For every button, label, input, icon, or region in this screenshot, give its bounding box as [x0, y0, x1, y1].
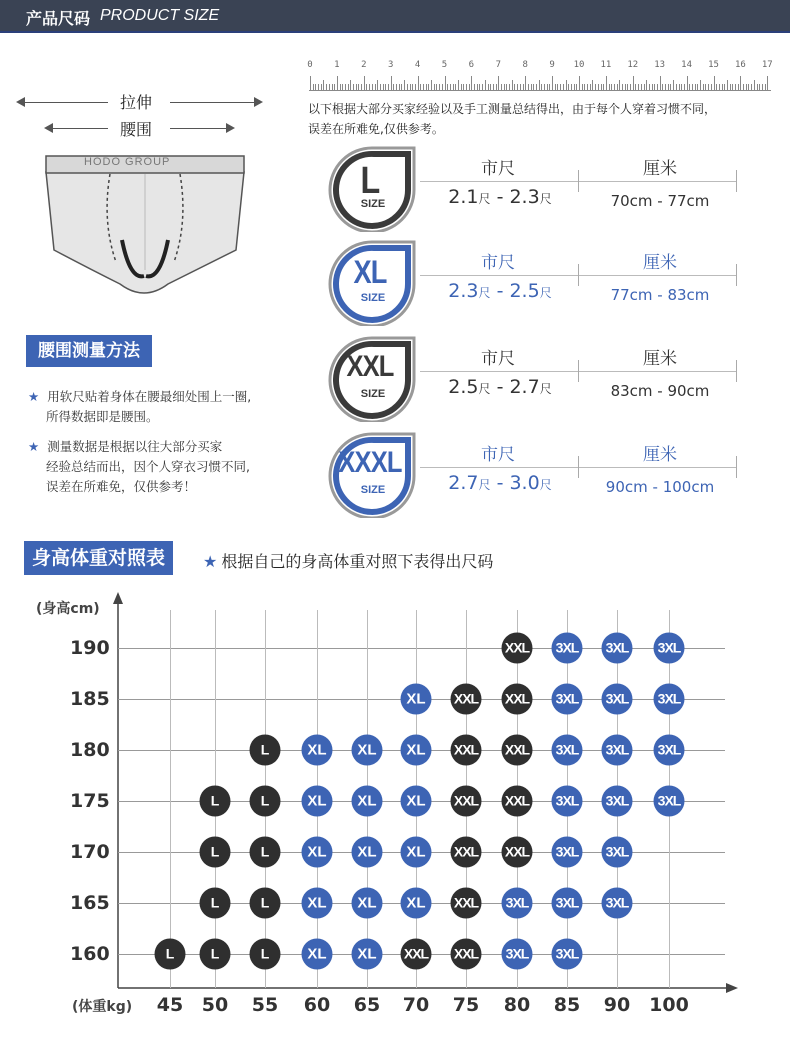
- range-unit: 尺: [478, 192, 491, 206]
- column-title-shichi: 市尺: [481, 349, 515, 369]
- range-unit: 尺: [539, 478, 552, 492]
- size-dot-xxl: XXL: [502, 837, 533, 868]
- size-dot-3xl: 3XL: [552, 939, 583, 970]
- waist-note-1-line1: 用软尺贴着身体在腰最细处围上一圈,: [47, 389, 252, 404]
- size-badge-letter: XXXL: [338, 446, 402, 479]
- x-tick-label: 80: [503, 994, 531, 1016]
- size-badge-letter: XL: [353, 254, 387, 290]
- column-title-cm: 厘米: [643, 349, 677, 369]
- size-dot-xxl: XXL: [401, 939, 432, 970]
- size-dot-3xl: 3XL: [502, 939, 533, 970]
- size-dot-3xl: 3XL: [552, 786, 583, 817]
- star-icon: ★: [203, 552, 218, 571]
- size-range-cm: 70cm - 77cm: [610, 192, 710, 210]
- y-tick-label: 170: [70, 841, 110, 863]
- range-from: 2.3: [448, 280, 479, 302]
- ruler-number: 16: [734, 60, 746, 70]
- column-title-shichi: 市尺: [481, 445, 515, 465]
- size-range-cm: 83cm - 90cm: [610, 382, 710, 400]
- waist-label: 腰围: [120, 120, 153, 139]
- size-dot-l: L: [250, 786, 281, 817]
- size-dot-xl: XL: [352, 786, 383, 817]
- size-badge-word: SIZE: [360, 198, 386, 210]
- ruler-number: 13: [654, 60, 666, 70]
- size-dot-3xl: 3XL: [602, 633, 633, 664]
- range-unit: 尺: [539, 192, 552, 206]
- size-dot-xxl: XXL: [451, 735, 482, 766]
- size-dot-3xl: 3XL: [602, 888, 633, 919]
- ruler-number: 4: [414, 60, 421, 70]
- size-dot-3xl: 3XL: [654, 735, 685, 766]
- size-dot-l: L: [250, 939, 281, 970]
- range-to: 2.5: [509, 280, 540, 302]
- size-dot-l: L: [250, 837, 281, 868]
- size-dot-3xl: 3XL: [654, 633, 685, 664]
- waist-note-2-line1: 测量数据是根据以往大部分买家: [47, 439, 223, 454]
- size-badge-word: SIZE: [360, 292, 386, 304]
- x-tick-label: 55: [251, 994, 279, 1016]
- range-unit: 尺: [478, 382, 491, 396]
- column-title-shichi: 市尺: [481, 159, 515, 179]
- star-icon: ★: [28, 389, 40, 404]
- size-dot-l: L: [250, 735, 281, 766]
- size-badge-word: SIZE: [360, 388, 386, 400]
- size-dot-l: L: [155, 939, 186, 970]
- x-tick-label: 50: [201, 994, 229, 1016]
- size-dot-l: L: [200, 786, 231, 817]
- ruler-number: 11: [600, 60, 612, 70]
- size-dot-3xl: 3XL: [552, 633, 583, 664]
- size-dot-l: L: [200, 939, 231, 970]
- ruler-number: 10: [573, 60, 585, 70]
- x-tick-label: 90: [603, 994, 631, 1016]
- range-unit: 尺: [539, 382, 552, 396]
- grid-line-v: [170, 610, 171, 988]
- size-dot-l: L: [200, 837, 231, 868]
- x-tick-label: 70: [402, 994, 430, 1016]
- size-badge-letter: L: [360, 160, 380, 202]
- size-dot-l: L: [250, 888, 281, 919]
- range-unit: 尺: [478, 286, 491, 300]
- size-dot-xl: XL: [401, 837, 432, 868]
- x-tick-label: 45: [156, 994, 184, 1016]
- waist-note-2-line2: 经验总结而出，因个人穿衣习惯不同,: [46, 459, 250, 474]
- ruler-note-line1: 以下根据大部分买家经验以及手工测量总结得出，由于每个人穿着习惯不同，: [308, 102, 717, 116]
- chart-section-title: 身高体重对照表: [24, 541, 173, 575]
- ruler-number: 3: [387, 60, 394, 70]
- size-dot-xxl: XXL: [502, 684, 533, 715]
- size-dot-3xl: 3XL: [502, 888, 533, 919]
- x-tick-label: 75: [452, 994, 480, 1016]
- column-title-cm: 厘米: [643, 445, 677, 465]
- chart-subtitle-text: 根据自己的身高体重对照下表得出尺码: [221, 552, 494, 571]
- x-axis-label: (体重kg): [72, 999, 133, 1015]
- size-dot-xl: XL: [401, 888, 432, 919]
- waist-method-title: 腰围测量方法: [26, 335, 152, 367]
- column-title-shichi: 市尺: [481, 253, 515, 273]
- x-tick-label: 100: [649, 994, 689, 1016]
- ruler-number: 12: [627, 60, 639, 70]
- size-dot-xl: XL: [302, 735, 333, 766]
- size-dot-xl: XL: [302, 837, 333, 868]
- x-tick-label: 65: [353, 994, 381, 1016]
- ruler-number: 14: [681, 60, 693, 70]
- ruler-number: 0: [307, 60, 313, 70]
- range-to: 3.0: [509, 472, 540, 494]
- waist-note-1-line2: 所得数据即是腰围。: [46, 409, 159, 424]
- ruler-number: 9: [549, 60, 555, 70]
- size-dot-xl: XL: [352, 888, 383, 919]
- size-dot-3xl: 3XL: [552, 735, 583, 766]
- size-range-cm: 90cm - 100cm: [605, 478, 715, 496]
- range-dash: -: [490, 186, 510, 208]
- grid-line-h: [118, 648, 725, 649]
- column-title-cm: 厘米: [643, 159, 677, 179]
- range-dash: -: [490, 472, 510, 494]
- ruler-number: 15: [708, 60, 719, 70]
- y-tick-label: 180: [70, 739, 110, 761]
- y-tick-label: 165: [70, 892, 110, 914]
- size-dot-xxl: XXL: [502, 633, 533, 664]
- ruler-number: 2: [361, 60, 367, 70]
- size-dot-xxl: XXL: [451, 939, 482, 970]
- size-dot-xxl: XXL: [451, 684, 482, 715]
- size-dot-xxl: XXL: [451, 837, 482, 868]
- ruler-number: 8: [522, 60, 528, 70]
- ruler-number: 6: [468, 60, 475, 70]
- waist-note-2-line3: 误差在所难免，仅供参考！: [46, 479, 197, 494]
- size-dot-xxl: XXL: [502, 786, 533, 817]
- size-range-cm: 77cm - 83cm: [610, 286, 710, 304]
- size-dot-xxl: XXL: [451, 786, 482, 817]
- size-dot-xl: XL: [352, 735, 383, 766]
- size-dot-xl: XL: [302, 939, 333, 970]
- size-dot-l: L: [200, 888, 231, 919]
- ruler-number: 17: [761, 60, 773, 70]
- size-dot-3xl: 3XL: [602, 786, 633, 817]
- brand-text: HODO GROUP: [84, 156, 171, 168]
- size-badge-word: SIZE: [360, 484, 386, 496]
- range-to: 2.7: [509, 376, 540, 398]
- size-dot-3xl: 3XL: [602, 837, 633, 868]
- size-dot-xl: XL: [352, 939, 383, 970]
- range-from: 2.7: [448, 472, 479, 494]
- y-tick-label: 175: [70, 790, 110, 812]
- range-to: 2.3: [509, 186, 540, 208]
- size-dot-xl: XL: [302, 888, 333, 919]
- x-tick-label: 60: [303, 994, 331, 1016]
- y-tick-label: 160: [70, 943, 110, 965]
- size-dot-xl: XL: [401, 786, 432, 817]
- range-dash: -: [490, 376, 510, 398]
- header-title-cn: 产品尺码: [26, 9, 91, 28]
- y-tick-label: 185: [70, 688, 110, 710]
- ruler-number: 7: [495, 60, 502, 70]
- size-dot-3xl: 3XL: [552, 684, 583, 715]
- star-icon: ★: [28, 439, 40, 454]
- range-from: 2.5: [448, 376, 479, 398]
- range-from: 2.1: [448, 186, 479, 208]
- size-dot-3xl: 3XL: [602, 735, 633, 766]
- size-dot-3xl: 3XL: [654, 786, 685, 817]
- x-tick-label: 85: [553, 994, 581, 1016]
- size-badge-letter: XXL: [346, 350, 394, 383]
- size-dot-xl: XL: [352, 837, 383, 868]
- ruler-number: 5: [441, 60, 448, 70]
- y-tick-label: 190: [70, 637, 110, 659]
- column-title-cm: 厘米: [643, 253, 677, 273]
- header-title-en: PRODUCT SIZE: [100, 7, 220, 24]
- size-dot-xl: XL: [401, 684, 432, 715]
- size-dot-3xl: 3XL: [552, 888, 583, 919]
- size-dot-xxl: XXL: [502, 735, 533, 766]
- size-dot-xxl: XXL: [451, 888, 482, 919]
- size-dot-3xl: 3XL: [602, 684, 633, 715]
- ruler-note-line2: 误差在所难免,仅供参考。: [308, 122, 444, 136]
- size-dot-3xl: 3XL: [552, 837, 583, 868]
- ruler-number: 1: [334, 60, 340, 70]
- range-unit: 尺: [478, 478, 491, 492]
- range-unit: 尺: [539, 286, 552, 300]
- y-axis-label: (身高cm): [36, 601, 100, 617]
- size-dot-xl: XL: [401, 735, 432, 766]
- size-dot-xl: XL: [302, 786, 333, 817]
- stretch-label: 拉伸: [120, 93, 153, 112]
- size-dot-3xl: 3XL: [654, 684, 685, 715]
- range-dash: -: [490, 280, 510, 302]
